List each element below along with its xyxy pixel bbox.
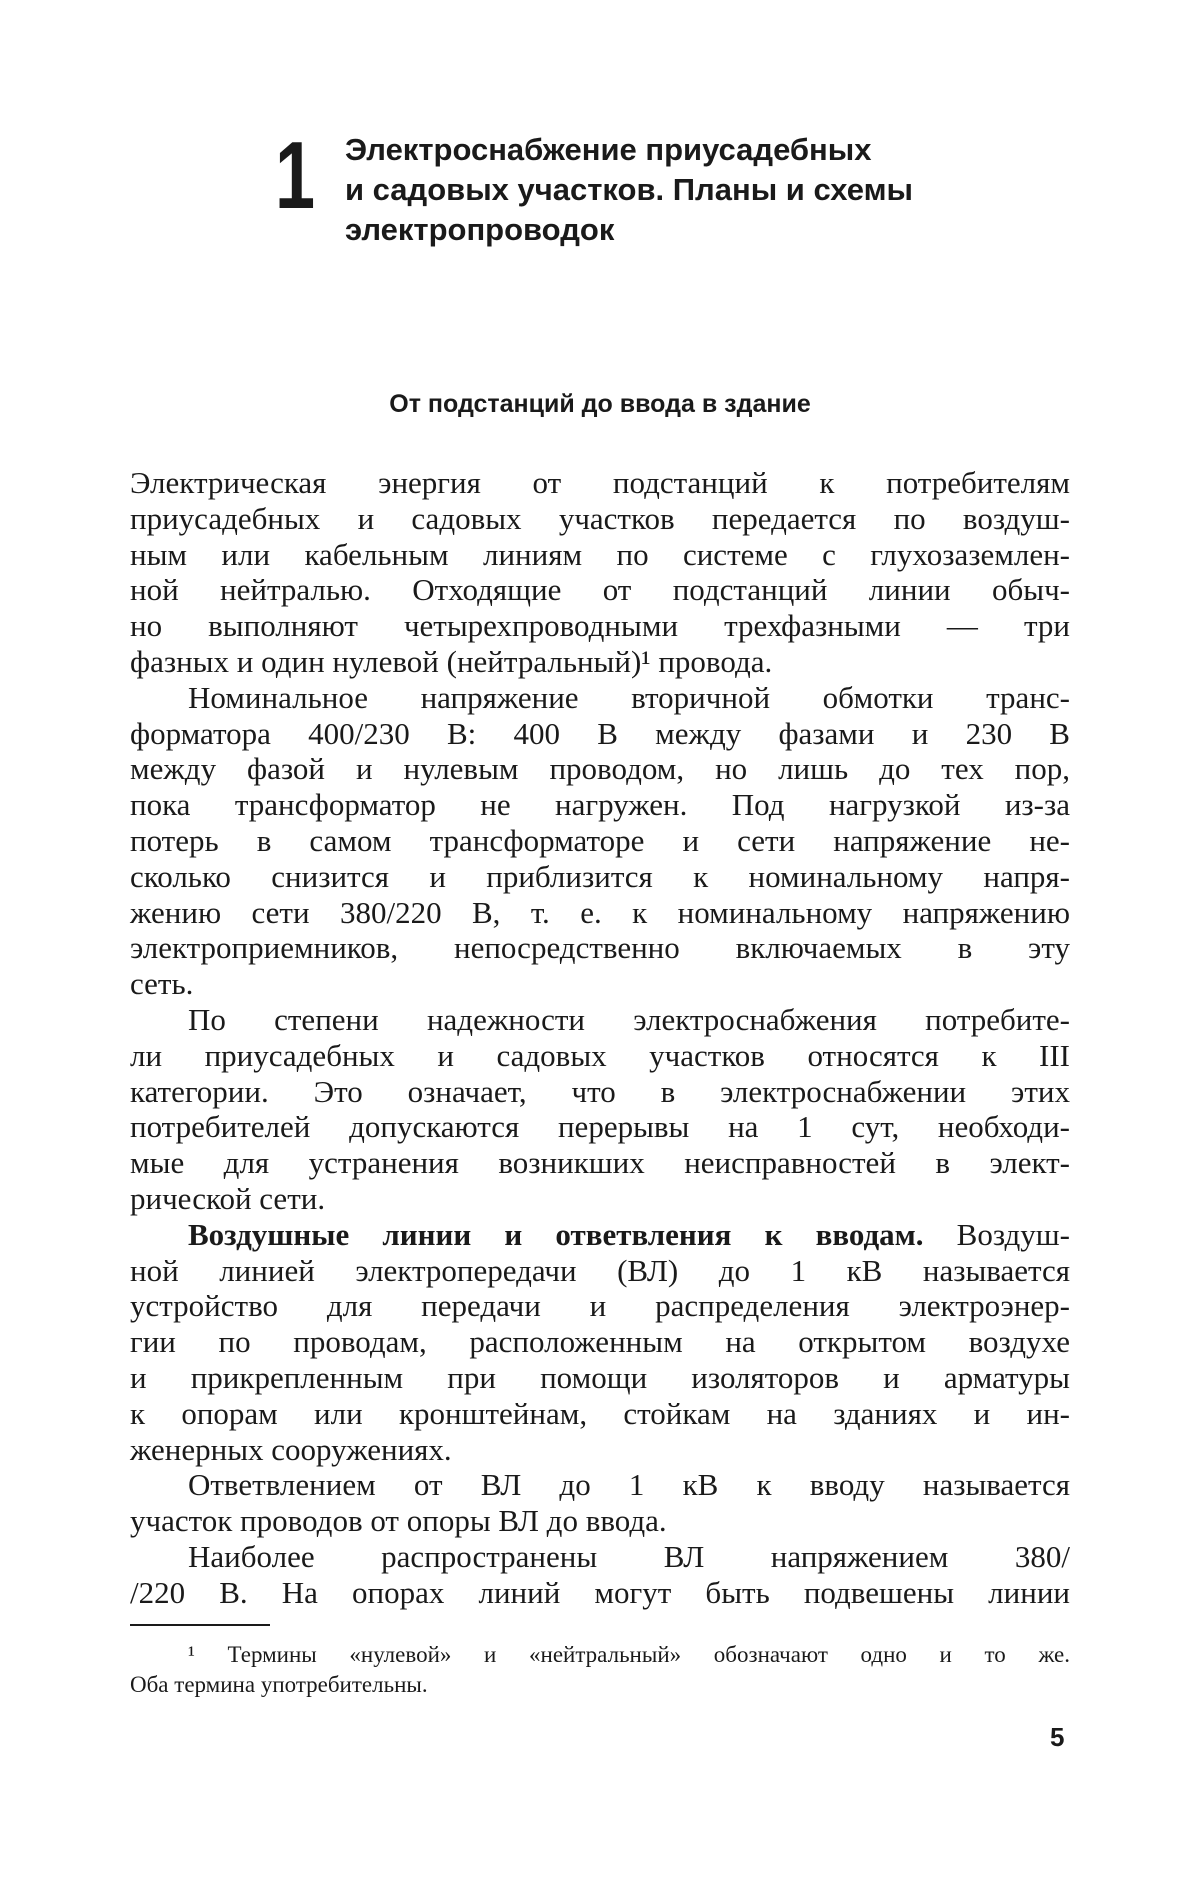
page-number: 5 [1050, 1722, 1065, 1752]
text-line: но выполняют четырехпроводными трехфазными — три [130, 608, 1070, 644]
text-line: ли приусадебных и садовых участков относятся к III [130, 1037, 1070, 1073]
text-run: Воздуш- [923, 1216, 1070, 1252]
paragraph [130, 1217, 1070, 1468]
text-line: ной нейтралью. Отходящие от подстанций линии обыч- [130, 572, 1070, 608]
text-line: рической сети. [130, 1180, 326, 1216]
text-line [130, 1217, 1070, 1253]
footnote [130, 1640, 1070, 1700]
text-line: устройство для передачи и распределения электроэнер- [130, 1288, 1070, 1324]
text-line: сколько снизится и приблизится к номинальному напря- [130, 858, 1070, 894]
chapter-title [345, 130, 913, 250]
text-line: ной линией электропередачи (ВЛ) до 1 кВ называется [130, 1252, 1070, 1288]
text-line: категории. Это означает, что в электроснабжении этих [130, 1073, 1070, 1109]
text-line: /220 В. На опорах линий могут быть подвешены линии [130, 1574, 1070, 1610]
chapter-title-line: электропроводок [345, 212, 615, 247]
chapter-number: 1 [275, 122, 316, 229]
paragraph [130, 1539, 1070, 1611]
paragraph [130, 680, 1070, 1002]
text-line: ным или кабельным линиям по системе с глухозаземлен- [130, 536, 1070, 572]
paragraph [130, 1002, 1070, 1217]
footnote-line: ¹ Термины «нулевой» и «нейтральный» обозначают одно и то же. [188, 1642, 1070, 1667]
text-line: приусадебных и садовых участков передается по воздуш- [130, 500, 1070, 536]
section-title: От подстанций до ввода в здание [389, 390, 811, 418]
text-line: жению сети 380/220 В, т. е. к номинальному напряжению [130, 894, 1070, 930]
chapter-title-line: Электроснабжение приусадебных [345, 132, 872, 167]
text-line: мые для устранения возникших неисправностей в элект- [130, 1145, 1070, 1181]
paragraph [130, 1467, 1070, 1539]
footnote-rule [130, 1624, 270, 1626]
text-line: Ответвлением от ВЛ до 1 кВ к вводу называется [188, 1467, 1070, 1503]
text-line: электроприемников, непосредственно включаемых в эту [130, 930, 1070, 966]
run-in-heading: Воздушные линии и ответвления к вводам. [188, 1216, 924, 1252]
text-line: По степени надежности электроснабжения потребите- [188, 1001, 1070, 1037]
chapter-heading [265, 122, 1065, 268]
text-line: Электрическая энергия от подстанций к потребителям [130, 465, 1070, 500]
text-line: форматора 400/230 В: 400 В между фазами и 230 В [130, 715, 1070, 751]
text-line: сеть. [130, 966, 194, 1002]
paragraph [130, 465, 1070, 680]
text-line: и прикрепленным при помощи изоляторов и арматуры [130, 1359, 1070, 1395]
text-line: участок проводов от опоры ВЛ до ввода. [130, 1503, 667, 1539]
text-line: между фазой и нулевым проводом, но лишь до тех пор, [130, 751, 1070, 787]
body-text [130, 465, 1070, 1611]
text-line: женерных сооружениях. [130, 1431, 452, 1467]
text-line: фазных и один нулевой (нейтральный)¹ провода. [130, 643, 773, 679]
text-line: к опорам или кронштейнам, стойкам на зданиях и ин- [130, 1395, 1070, 1431]
text-line: пока трансформатор не нагружен. Под нагрузкой из-за [130, 787, 1070, 823]
chapter-title-line: и садовых участков. Планы и схемы [345, 172, 913, 207]
text-line: потребителей допускаются перерывы на 1 сут, необходи- [130, 1109, 1070, 1145]
text-line: потерь в самом трансформаторе и сети напряжение не- [130, 822, 1070, 858]
text-line: гии по проводам, расположенным на открытом воздухе [130, 1324, 1070, 1360]
text-line: Номинальное напряжение вторичной обмотки транс- [188, 679, 1070, 715]
text-line: Наиболее распространены ВЛ напряжением 380/ [188, 1538, 1070, 1574]
footnote-line: Оба термина употребительны. [130, 1672, 428, 1697]
